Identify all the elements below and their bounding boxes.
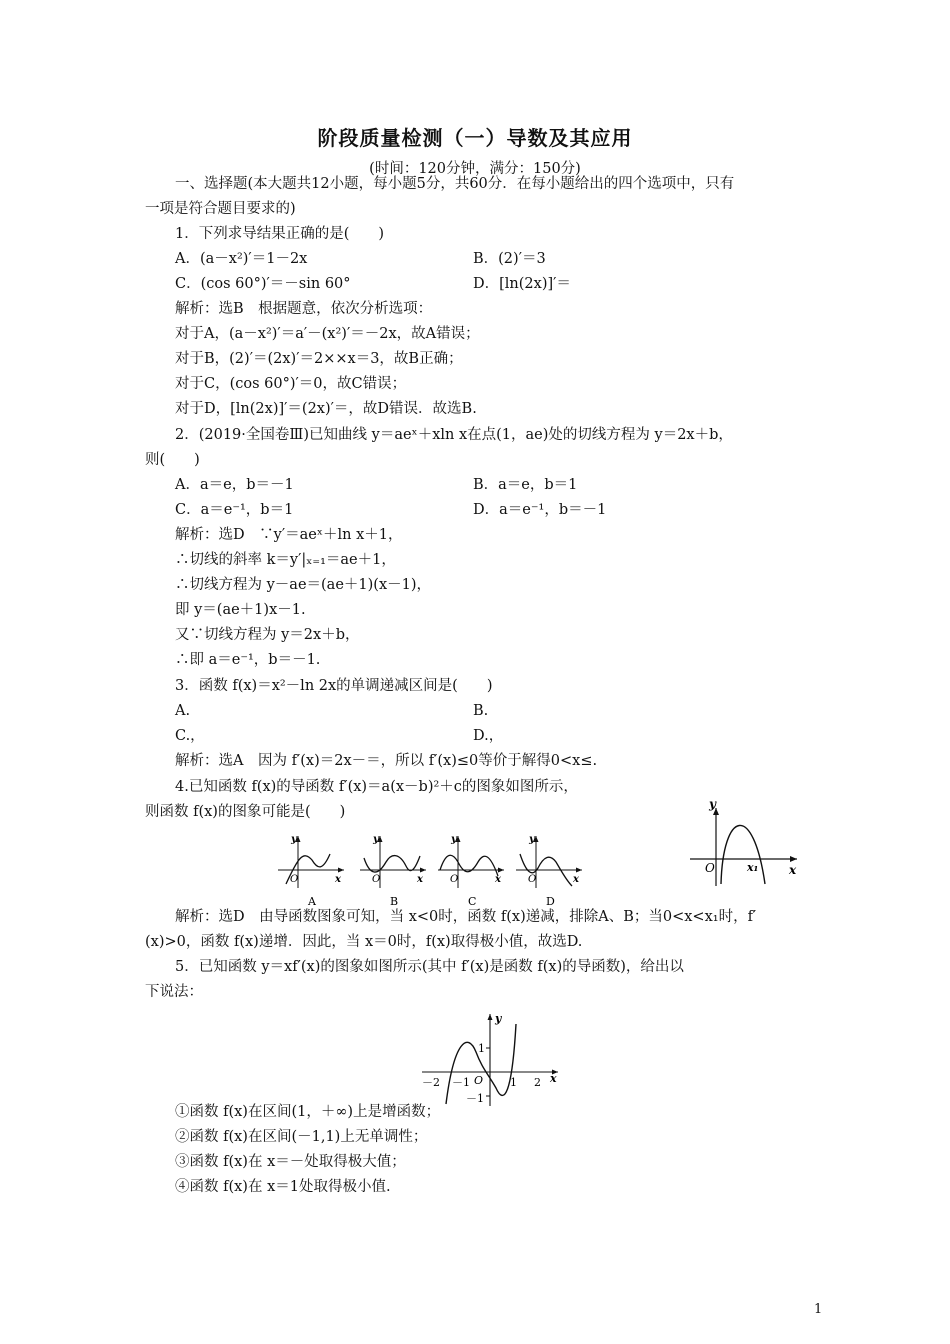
text-line: 则( ) bbox=[145, 452, 200, 468]
y-axis-label: y bbox=[709, 797, 716, 811]
svg-text:O: O bbox=[372, 874, 381, 885]
y-axis-label: y bbox=[495, 1012, 502, 1025]
text-line: 解析：选D 由导函数图象可知，当 x<0时，函数 f(x)递减，排除A、B；当0<x<x₁时，f′ bbox=[175, 909, 757, 925]
text-line: 对于C，(cos 60°)′＝0，故C错误； bbox=[175, 376, 407, 392]
option-label-a: A bbox=[308, 895, 316, 908]
text-line: 即 y＝(ae＋1)x－1. bbox=[175, 602, 306, 618]
text-line: ∴即 a＝e⁻¹，b＝－1. bbox=[175, 652, 321, 668]
svg-text:O: O bbox=[290, 874, 299, 885]
tick-label-1: 1 bbox=[510, 1076, 517, 1089]
svg-text:y: y bbox=[529, 834, 535, 845]
x-axis-arrow bbox=[790, 856, 797, 862]
origin-label: O bbox=[705, 861, 715, 875]
text-line: (x)>0，函数 f(x)递增．因此，当 x＝0时，f(x)取得极小值，故选D. bbox=[145, 934, 583, 950]
text-line: 5．已知函数 y＝xf′(x)的图象如图所示(其中 f′(x)是函数 f(x)的导函数)，给出以 bbox=[175, 959, 684, 975]
text-line: 解析：选D ∵y′＝aeˣ＋ln x＋1， bbox=[175, 527, 403, 543]
text-line: 1．下列求导结果正确的是( ) bbox=[175, 226, 385, 242]
text-line: B．(2)′＝3 bbox=[473, 251, 546, 267]
text-line: A．(a－x²)′＝1－2x bbox=[175, 251, 308, 267]
y-tick-label-1: 1 bbox=[478, 1042, 485, 1055]
option-label-d: D bbox=[546, 895, 555, 908]
text-line: B. bbox=[473, 703, 489, 719]
option-label-c: C bbox=[468, 895, 477, 908]
page-number: 1 bbox=[814, 1302, 823, 1317]
svg-text:x: x bbox=[573, 874, 579, 885]
text-line: A. bbox=[175, 703, 191, 719]
tick-label-neg1: －1 bbox=[452, 1076, 470, 1089]
exam-info: (时间：120分钟，满分：150分) bbox=[369, 161, 581, 177]
text-line: 3．函数 f(x)＝x²－ln 2x的单调递减区间是( ) bbox=[175, 678, 493, 694]
text-line: ∴切线方程为 y－ae＝(ae＋1)(x－1)， bbox=[175, 577, 432, 593]
y-axis-arrow bbox=[488, 1014, 493, 1020]
text-line: 下说法： bbox=[145, 984, 203, 1000]
x1-label: x₁ bbox=[747, 861, 759, 874]
option-graph-b bbox=[360, 834, 426, 908]
svg-text:x: x bbox=[495, 874, 501, 885]
text-line: ③函数 f(x)在 x＝－处取得极大值； bbox=[175, 1154, 406, 1170]
text-line: D．a＝e⁻¹，b＝－1 bbox=[473, 502, 607, 518]
y-tick-label-neg1: －1 bbox=[466, 1092, 484, 1105]
tick-label-neg2: －2 bbox=[422, 1076, 440, 1089]
text-line: ②函数 f(x)在区间(－1,1)上无单调性； bbox=[175, 1129, 428, 1145]
tick-label-2: 2 bbox=[534, 1076, 541, 1089]
text-line: ∴切线的斜率 k＝y′|ₓ₌₁＝ae＋1， bbox=[175, 552, 396, 568]
option-graph-d bbox=[516, 834, 582, 908]
text-line: B．a＝e，b＝1 bbox=[473, 477, 578, 493]
xfprime-graph-figure bbox=[418, 1010, 568, 1108]
x-axis-label: x bbox=[789, 863, 797, 877]
text-line: 一项是符合题目要求的) bbox=[145, 201, 296, 217]
text-line: 2．(2019·全国卷Ⅲ)已知曲线 y＝aeˣ＋xln x在点(1，ae)处的切线方程为 y＝2x＋b， bbox=[175, 427, 733, 443]
text-line: ④函数 f(x)在 x＝1处取得极小值. bbox=[175, 1179, 391, 1195]
x-axis-label: x bbox=[550, 1072, 557, 1085]
text-line: 对于A，(a－x²)′＝a′－(x²)′＝－2x，故A错误； bbox=[175, 326, 480, 342]
svg-text:y: y bbox=[291, 834, 297, 845]
text-line: D.， bbox=[473, 728, 504, 744]
text-line: 一、选择题(本大题共12小题，每小题5分，共60分．在每小题给出的四个选项中，只有 bbox=[175, 176, 735, 192]
text-line: 对于B，(2)′＝(2x)′＝2××x＝3，故B正确； bbox=[175, 351, 463, 367]
svg-text:O: O bbox=[450, 874, 459, 885]
svg-text:x: x bbox=[417, 874, 423, 885]
page-title: 阶段质量检测（一）导数及其应用 bbox=[317, 126, 633, 150]
svg-text:x: x bbox=[335, 874, 341, 885]
text-line: C．(cos 60°)′＝－sin 60° bbox=[175, 276, 351, 292]
svg-text:y: y bbox=[373, 834, 379, 845]
svg-text:O: O bbox=[528, 874, 537, 885]
text-line: 4.已知函数 f(x)的导函数 f′(x)＝a(x－b)²＋c的图象如图所示， bbox=[175, 779, 578, 795]
option-graph-a bbox=[278, 834, 344, 908]
text-line: ①函数 f(x)在区间(1，＋∞)上是增函数； bbox=[175, 1104, 441, 1120]
text-line: A．a＝e，b＝－1 bbox=[175, 477, 294, 493]
text-line: 则函数 f(x)的图象可能是( ) bbox=[145, 804, 346, 820]
option-graphs-figure bbox=[270, 832, 590, 908]
text-line: C.， bbox=[175, 728, 205, 744]
text-line: 解析：选A 因为 f′(x)＝2x－＝，所以 f′(x)≤0等价于解得0<x≤. bbox=[175, 753, 598, 769]
text-line: D．[ln(2x)]′＝ bbox=[473, 276, 571, 292]
derivative-curve bbox=[721, 825, 765, 884]
derivative-graph-figure bbox=[685, 796, 805, 892]
text-line: C．a＝e⁻¹，b＝1 bbox=[175, 502, 294, 518]
text-line: 解析：选B 根据题意，依次分析选项： bbox=[175, 301, 433, 317]
svg-text:y: y bbox=[451, 834, 457, 845]
option-graph-c bbox=[438, 834, 504, 908]
text-line: 对于D，[ln(2x)]′＝(2x)′＝，故D错误．故选B. bbox=[175, 401, 477, 417]
text-line: 又∵切线方程为 y＝2x＋b， bbox=[175, 627, 360, 643]
origin-label: O bbox=[474, 1074, 484, 1087]
option-label-b: B bbox=[390, 895, 399, 908]
